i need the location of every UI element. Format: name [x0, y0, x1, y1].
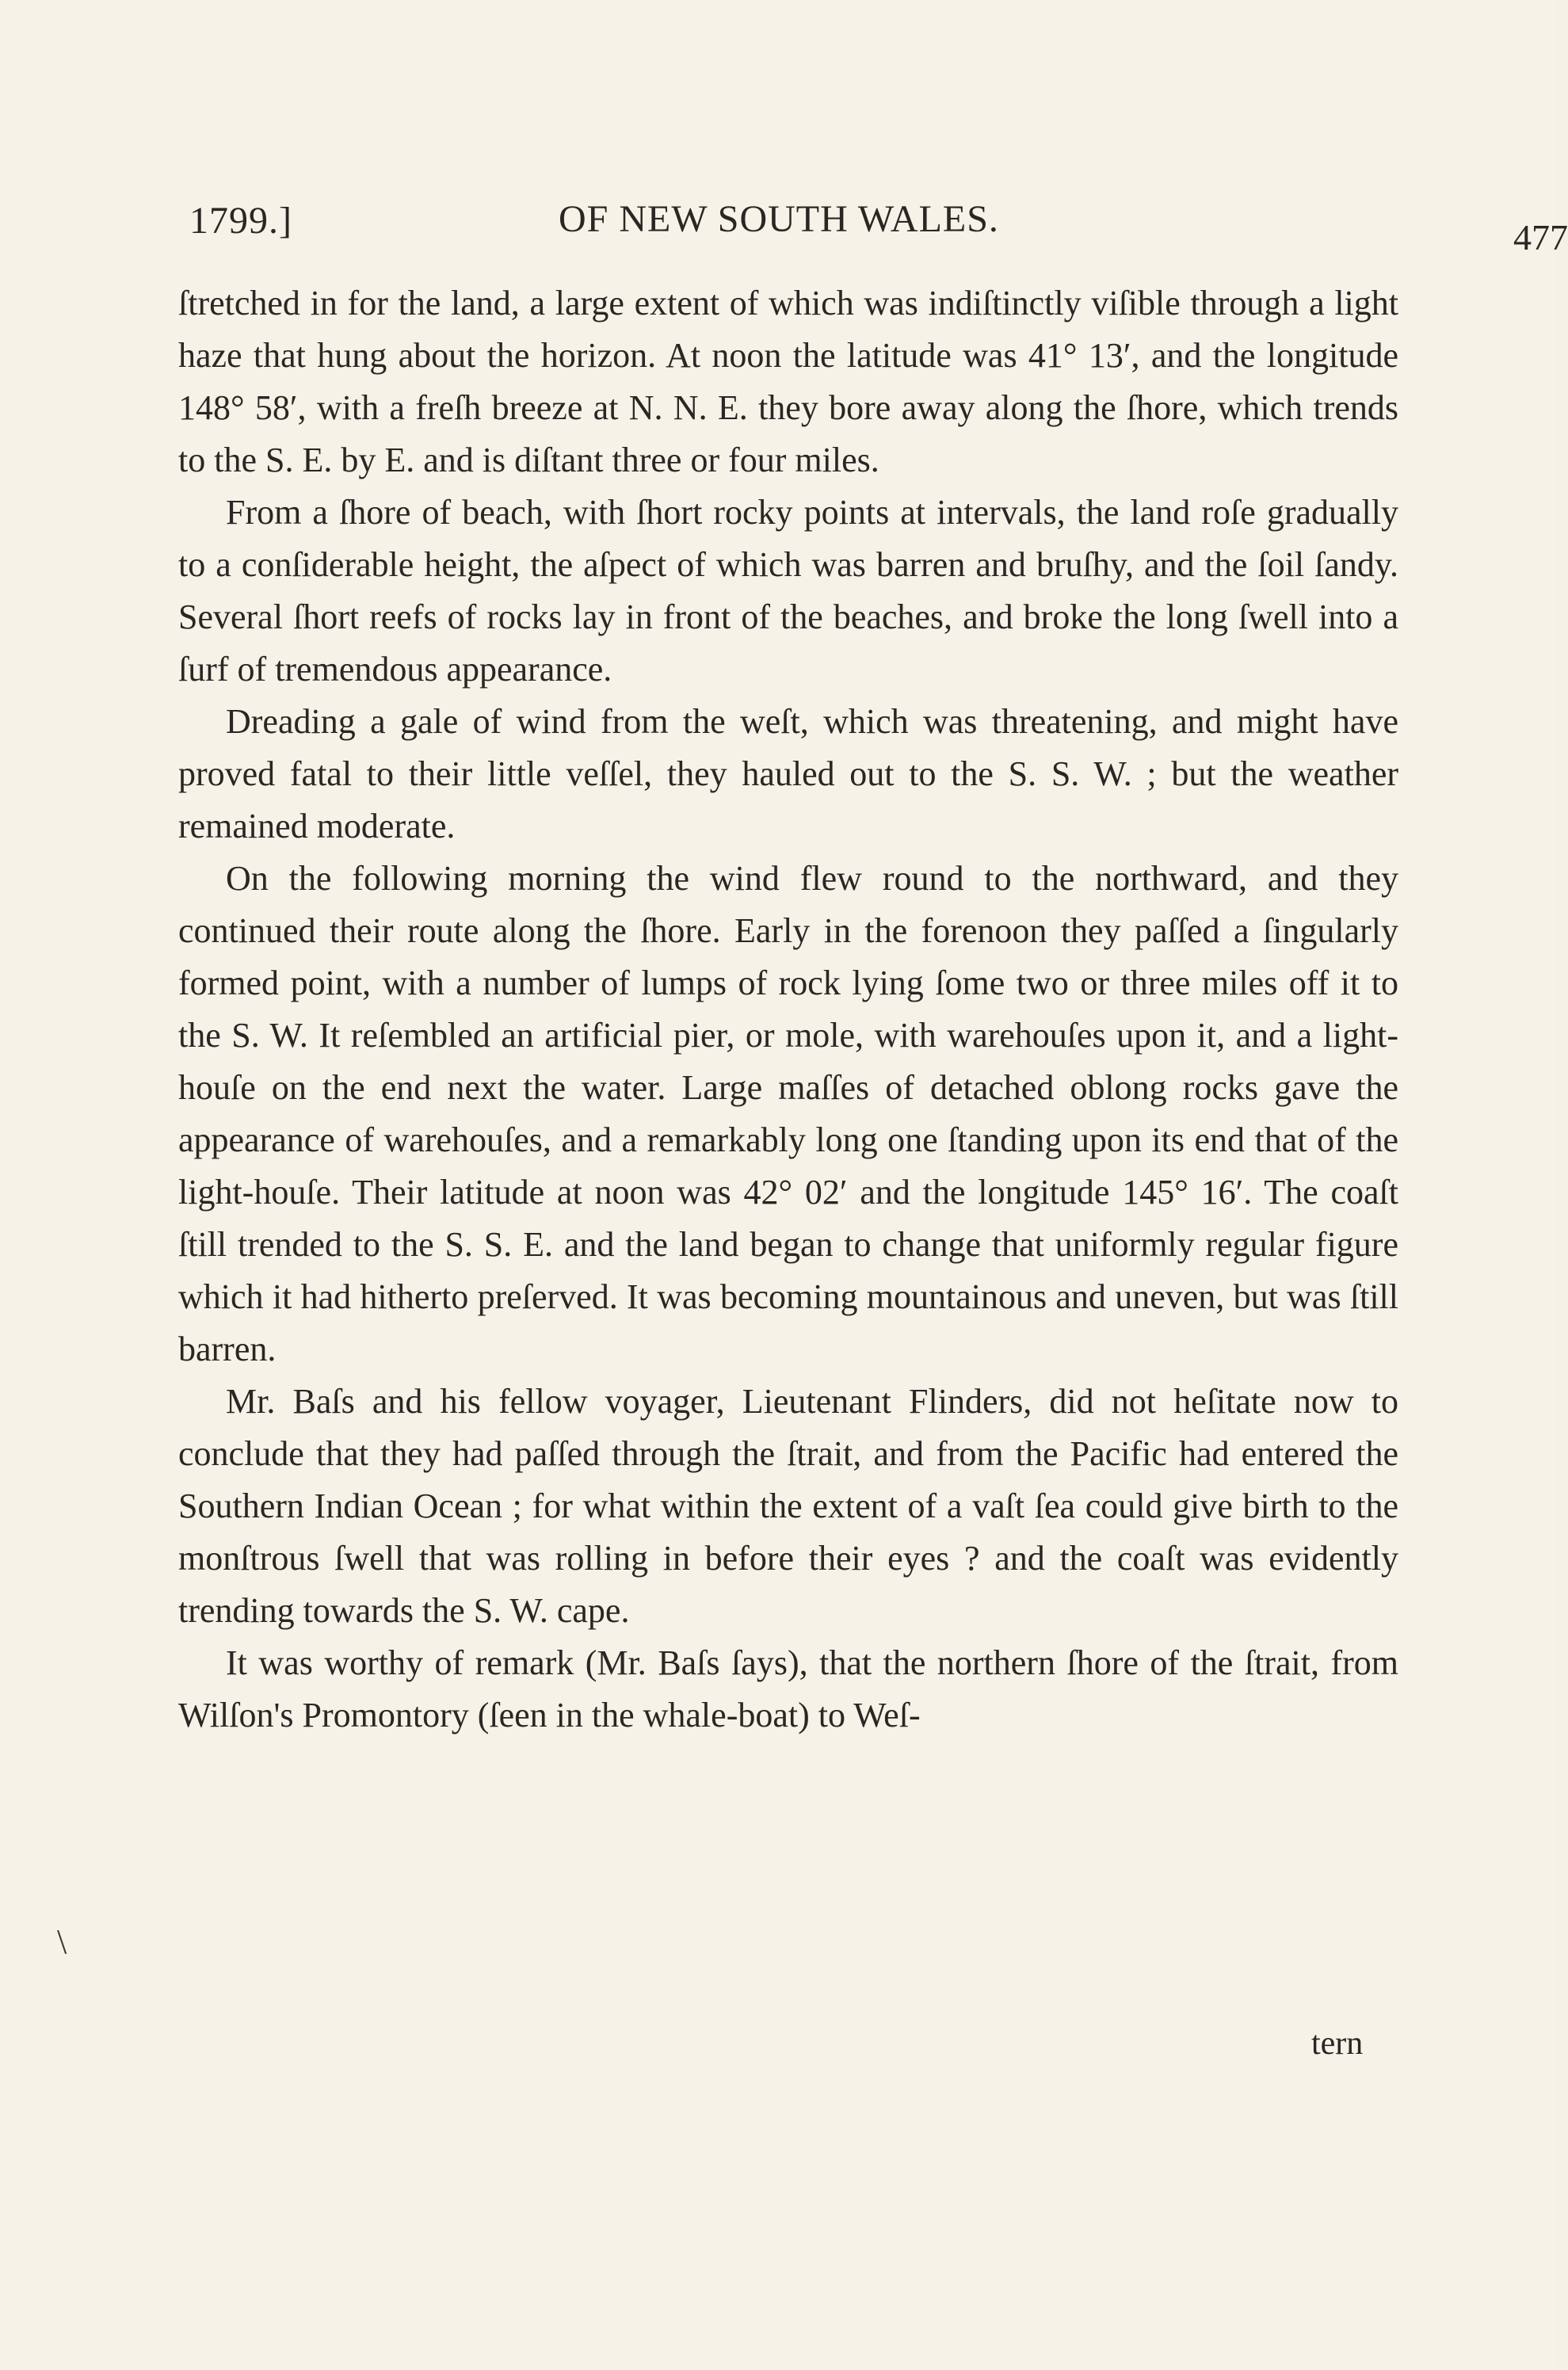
body-text — [178, 277, 1398, 1742]
paragraph-4: On the following morning the wind flew round to the northward, and they continued their route along the ſhore. Early in the forenoon they paſſed a ſingularly formed point, with a number of lumps of rock lying ſome two or three miles off it to the S. W. It reſembled an artificial pier, or mole, with warehouſes upon it, and a light-houſe on the end next the water. Large maſſes of detached oblong rocks gave the appearance of warehouſes, and a remarkably long one ſtanding upon its end that of the light-houſe. Their latitude at noon was 42° 02′ and the longitude 145° 16′. The coaſt ſtill trended to the S. S. E. and the land began to change that uniformly regular figure which it had hitherto preſerved. It was becoming mountainous and uneven, but was ſtill barren. — [178, 859, 1398, 1368]
paragraph-2: From a ſhore of beach, with ſhort rocky points at intervals, the land roſe gradually to a conſiderable height, the aſpect of which was barren and bruſhy, and the ſoil ſandy. Several ſhort reefs of rocks lay in front of the beaches, and broke the long ſwell into a ſurf of tremendous appearance. — [178, 493, 1398, 689]
paragraph-1: ſtretched in for the land, a large extent of which was indiſtinctly viſible through a light haze that hung about the horizon. At noon the latitude was 41° 13′, and the longitude 148° 58′, with a freſh breeze at N. N. E. they bore away along the ſhore, which trends to the S. E. by E. and is diſtant three or four miles. — [178, 284, 1398, 479]
catchword: tern — [1311, 2025, 1364, 2062]
paragraph-5: Mr. Baſs and his fellow voyager, Lieutenant Flinders, did not heſitate now to conclude that they had paſſed through the ſtrait, and from the Pacific had entered the Southern Indian Ocean ; for what within the extent of a vaſt ſea could give birth to the monſtrous ſwell that was rolling in before their eyes ? and the coaſt was evidently trending towards the S. W. cape. — [178, 1382, 1398, 1630]
paragraph-6: It was worthy of remark (Mr. Baſs ſays), that the northern ſhore of the ſtrait, from Wilſon's Promontory (ſeen in the whale-boat) to Weſ- — [178, 1643, 1398, 1735]
paragraph-3: Dreading a gale of wind from the weſt, which was threatening, and might have proved fatal to their little veſſel, they hauled out to the S. S. W. ; but the weather remained moderate. — [178, 702, 1398, 845]
header-title: OF NEW SOUTH WALES. — [559, 198, 999, 240]
page-number: 477 — [1513, 217, 1568, 258]
running-header — [178, 194, 1568, 258]
header-year: 1799.] — [189, 200, 292, 242]
margin-mark: \ — [57, 1922, 67, 1961]
